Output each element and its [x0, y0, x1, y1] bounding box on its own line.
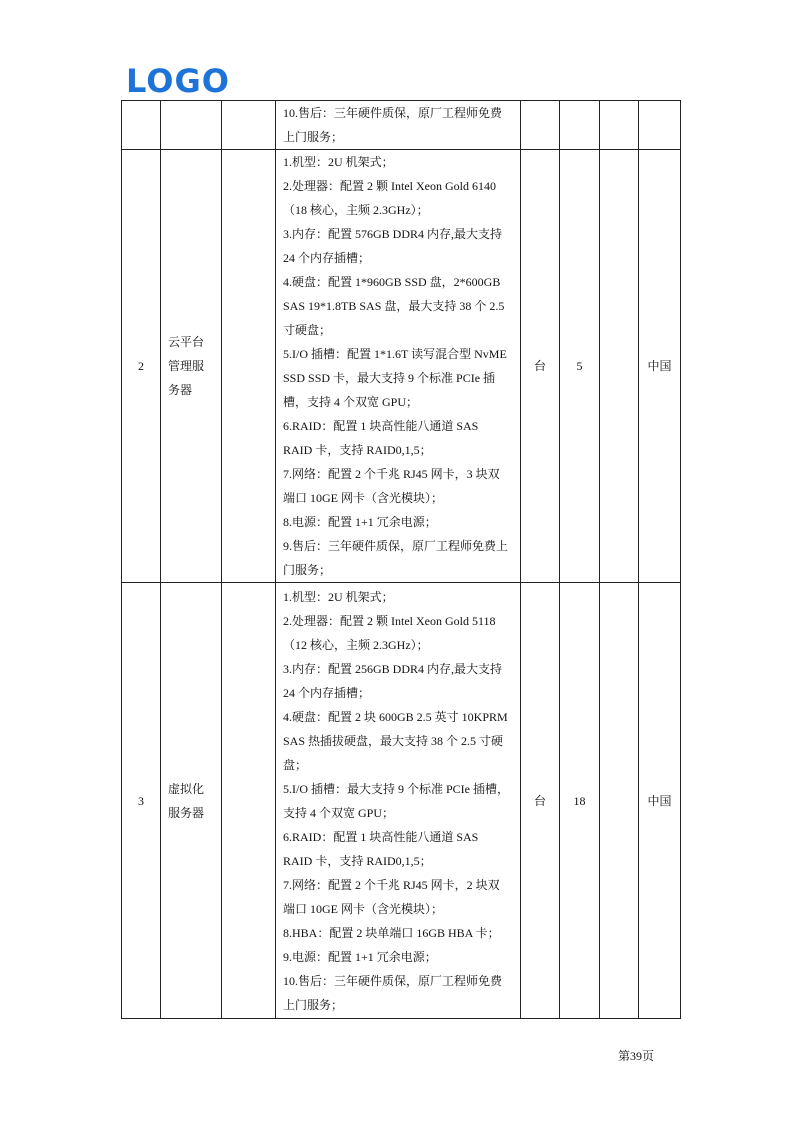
- table-row: [122, 150, 681, 583]
- origin-cell: 中国: [639, 150, 681, 583]
- spec-line: 盘；: [283, 757, 308, 772]
- spec-line: 上门服务；: [283, 997, 344, 1012]
- spec-line: 24 个内存插槽；: [283, 251, 371, 265]
- brand-cell: [222, 101, 276, 150]
- spec-line: 端口 10GE 网卡（含光模块）；: [283, 901, 443, 916]
- extra-cell: [600, 150, 639, 583]
- spec-line: RAID 卡，支持 RAID0,1,5；: [283, 853, 432, 868]
- spec-line: 6.RAID：配置 1 块高性能八通道 SAS: [283, 829, 479, 844]
- spec-line: 3.内存：配置 256GB DDR4 内存,最大支持: [283, 661, 503, 676]
- spec-line: 1.机型：2U 机架式；: [283, 155, 394, 169]
- quantity-cell: [560, 101, 600, 150]
- spec-line: 4.硬盘：配置 2 块 600GB 2.5 英寸 10KPRM: [283, 709, 508, 724]
- spec-line: SSD SSD 卡，最大支持 9 个标准 PCIe 插: [283, 371, 496, 385]
- row-index: 2: [122, 150, 161, 583]
- spec-cell: [276, 150, 521, 583]
- spec-line: 7.网络：配置 2 个千兆 RJ45 网卡，2 块双: [283, 877, 500, 892]
- quantity-cell: 18: [560, 583, 600, 1019]
- logo-text: LOGO: [126, 64, 230, 94]
- spec-line: 8.电源：配置 1+1 冗余电源；: [283, 515, 437, 529]
- unit-cell: 台: [521, 150, 560, 583]
- spec-line: 5.I/O 插槽：配置 1*1.6T 读写混合型 NvME: [283, 347, 507, 361]
- spec-line: SAS 19*1.8TB SAS 盘，最大支持 38 个 2.5: [283, 299, 505, 313]
- origin-cell: 中国: [639, 583, 681, 1019]
- extra-cell: [600, 101, 639, 150]
- spec-line: 3.内存：配置 576GB DDR4 内存,最大支持: [283, 227, 503, 241]
- spec-line: 槽，支持 4 个双宽 GPU；: [283, 395, 419, 409]
- spec-line: 9.电源：配置 1+1 冗余电源；: [283, 949, 437, 964]
- quantity-cell: 5: [560, 150, 600, 583]
- product-name: 虚拟化 服务器: [161, 583, 222, 1019]
- spec-line: 10.售后：三年硬件质保，原厂工程师免费: [283, 973, 503, 988]
- brand-cell: [222, 583, 276, 1019]
- spec-line: 8.HBA：配置 2 块单端口 16GB HBA 卡；: [283, 925, 500, 940]
- extra-cell: [600, 583, 639, 1019]
- origin-cell: [639, 101, 681, 150]
- spec-table: [121, 100, 681, 1019]
- spec-line: 1.机型：2U 机架式；: [283, 589, 394, 604]
- spec-line: 支持 4 个双宽 GPU；: [283, 805, 395, 820]
- spec-line: 24 个内存插槽；: [283, 685, 371, 700]
- spec-line: 6.RAID：配置 1 块高性能八通道 SAS: [283, 419, 479, 433]
- spec-cell: [276, 101, 521, 150]
- spec-line: 2.处理器：配置 2 颗 Intel Xeon Gold 5118: [283, 613, 496, 628]
- brand-cell: [222, 150, 276, 583]
- spec-cell: [276, 583, 521, 1019]
- spec-line: 门服务；: [283, 563, 332, 577]
- spec-line: 上门服务；: [283, 130, 344, 144]
- product-name: 云平台 管理服 务器: [161, 150, 222, 583]
- row-index: [122, 101, 161, 150]
- spec-line: 5.I/O 插槽：最大支持 9 个标准 PCIe 插槽，: [283, 781, 509, 796]
- unit-cell: [521, 101, 560, 150]
- spec-line: SAS 热插拔硬盘，最大支持 38 个 2.5 寸硬: [283, 733, 504, 748]
- spec-line: RAID 卡，支持 RAID0,1,5；: [283, 443, 432, 457]
- spec-line: 寸硬盘；: [283, 323, 332, 337]
- table-row: [122, 583, 681, 1019]
- spec-line: 4.硬盘：配置 1*960GB SSD 盘，2*600GB: [283, 275, 501, 289]
- spec-line: 9.售后：三年硬件质保，原厂工程师免费上: [283, 539, 509, 553]
- row-index: 3: [122, 583, 161, 1019]
- spec-line: 10.售后：三年硬件质保，原厂工程师免费: [283, 106, 503, 120]
- logo: [126, 64, 230, 94]
- spec-line: 端口 10GE 网卡（含光模块）；: [283, 491, 443, 505]
- spec-line: 7.网络：配置 2 个千兆 RJ45 网卡，3 块双: [283, 467, 500, 481]
- spec-line: （12 核心，主频 2.3GHz）；: [283, 637, 429, 652]
- table-row: [122, 101, 681, 150]
- product-name: [161, 101, 222, 150]
- page-number: 第39页: [617, 1049, 654, 1063]
- unit-cell: 台: [521, 583, 560, 1019]
- spec-line: （18 核心，主频 2.3GHz）；: [283, 203, 429, 217]
- spec-line: 2.处理器：配置 2 颗 Intel Xeon Gold 6140: [283, 179, 496, 193]
